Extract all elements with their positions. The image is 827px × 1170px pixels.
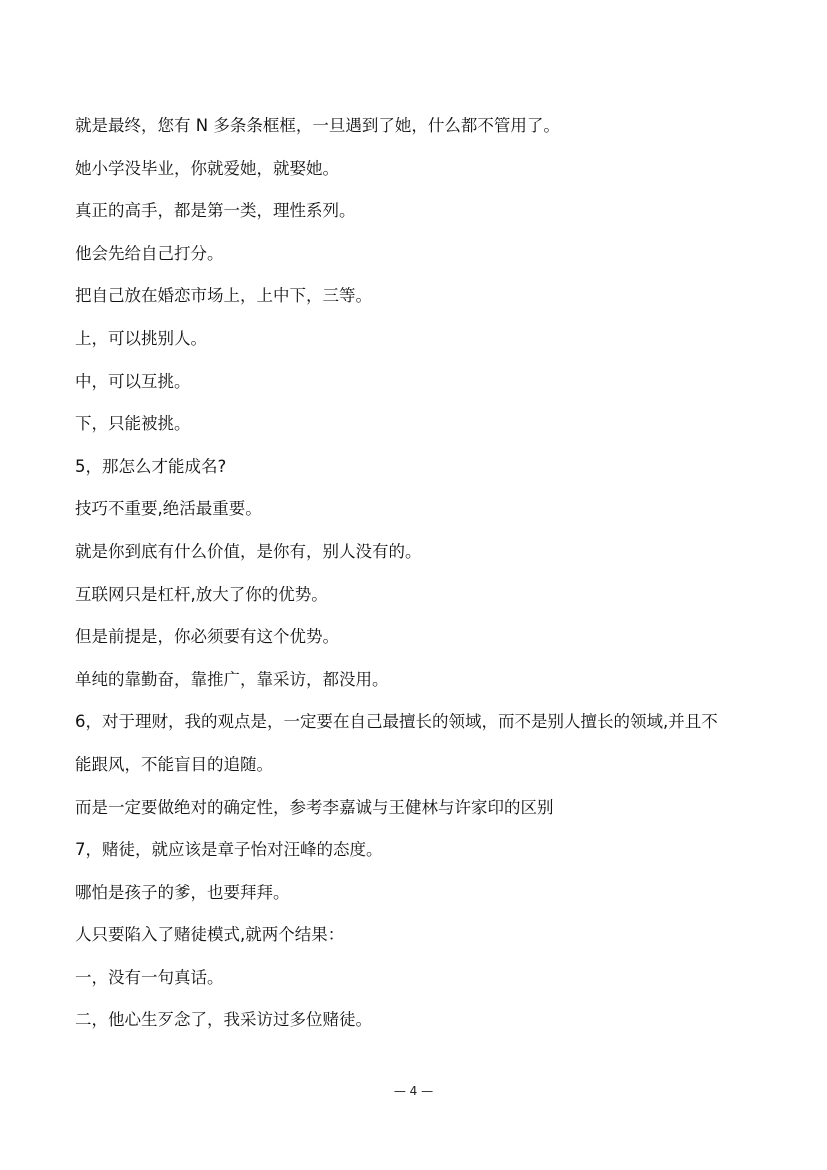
- paragraph: 二，他心生歹念了，我采访过多位赌徒。: [75, 1010, 372, 1030]
- paragraph: 互联网只是杠杆,放大了你的优势。: [75, 584, 328, 604]
- section-heading-7: 7，赌徒，就应该是章子怡对汪峰的态度。: [75, 840, 383, 860]
- paragraph: 一，没有一句真话。: [75, 967, 224, 987]
- paragraph: 而是一定要做绝对的确定性，参考李嘉诚与王健林与许家印的区别: [75, 797, 554, 817]
- paragraph-line: 6，对于理财，我的观点是，一定要在自己最擅长的领域，而不是别人擅长的领域,并且不: [75, 712, 718, 732]
- paragraph: 真正的高手，都是第一类，理性系列。: [75, 201, 356, 221]
- paragraph: 就是你到底有什么价值，是你有，别人没有的。: [75, 541, 422, 561]
- paragraph: 中，可以互挑。: [75, 371, 191, 391]
- paragraph-line: 能跟风，不能盲目的追随。: [75, 754, 273, 774]
- section-paragraph-6: [75, 709, 765, 777]
- paragraph: 哪怕是孩子的爹，也要拜拜。: [75, 882, 290, 902]
- page-number: — 4 —: [393, 1084, 434, 1098]
- paragraph: 下，只能被挑。: [75, 414, 191, 434]
- paragraph: 技巧不重要,绝活最重要。: [75, 499, 262, 519]
- paragraph: 把自己放在婚恋市场上，上中下，三等。: [75, 286, 372, 306]
- paragraph: 上，可以挑别人。: [75, 328, 207, 348]
- paragraph: 她小学没毕业，你就爱她，就娶她。: [75, 158, 339, 178]
- paragraph: 人只要陷入了赌徒模式,就两个结果：: [75, 925, 345, 945]
- paragraph: 单纯的靠勤奋，靠推广，靠采访，都没用。: [75, 669, 389, 689]
- document-body: [75, 113, 765, 1050]
- paragraph: 但是前提是，你必须要有这个优势。: [75, 627, 339, 647]
- section-heading-5: 5，那怎么才能成名?: [75, 456, 227, 476]
- paragraph: 他会先给自己打分。: [75, 243, 224, 263]
- paragraph: 就是最终，您有 N 多条条框框，一旦遇到了她，什么都不管用了。: [75, 116, 560, 135]
